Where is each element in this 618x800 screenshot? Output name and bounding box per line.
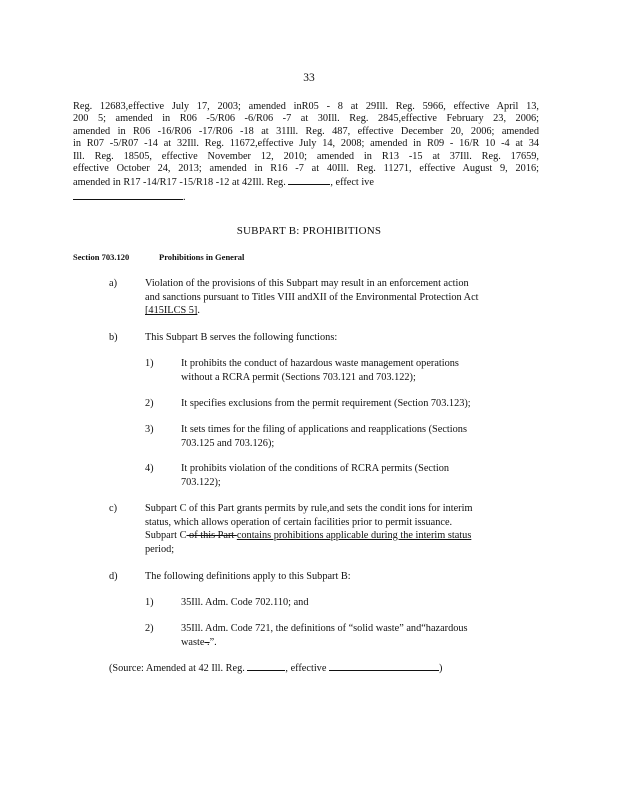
function-1-label: 1) [145,358,154,369]
section-number: Section 703.120 [73,252,130,262]
subsection-a-line: Violation of the provisions of this Subpart may result in an enforcement action [145,278,469,289]
definition-line: 35Ill. Adm. Code 721, the definitions of “solid waste” and“hazardous [181,623,468,634]
history-line: Ill. Reg. 18505, effective November 12, 2010; amended in R13 -15 at 37Ill. Reg. 17659, [73,150,539,162]
subsection-a-line: and sanctions pursuant to Titles VIII andXII of the Environmental Protection Act [145,291,479,303]
function-line: It prohibits the conduct of hazardous waste management operations [181,358,459,369]
function-line: It sets times for the filing of applications and reapplications (Sections [181,424,467,435]
subsection-a-line: [415ILCS 5]. [145,305,200,316]
subsection-c-line: Subpart C of this Part contains prohibitions applicable during the interim status [145,530,472,541]
function-line: 703.125 and 703.126); [181,437,275,449]
struck-citation: [415ILCS 5] [145,305,198,316]
blank-source-page [247,661,285,671]
inserted-text: contains prohibitions applicable during the interim status [236,530,472,541]
struck-text: of this Part [186,530,237,541]
definition-2-text [181,622,511,649]
page-number: 33 [303,72,315,84]
subsection-c-line: period; [145,543,175,555]
struck-text: . [204,636,210,648]
function-2-text: It specifies exclusions from the permit requirement (Section 703.123); [181,398,471,409]
subsection-d-text: The following definitions apply to this Subpart B: [145,571,351,582]
definition-1-text: 35Ill. Adm. Code 702.110; and [181,597,309,608]
subsection-c-line: status, which allows operation of certain facilities prior to permit issuance. [145,516,453,528]
subsection-d-label: d) [109,571,118,582]
definition-2-label: 2) [145,623,154,634]
function-line: without a RCRA permit (Sections 703.121 and 703.122); [181,371,416,383]
function-line: 703.122); [181,476,221,488]
history-line: in R07 -5/R07 -14 at 32Ill. Reg. 11672,effective July 14, 2008; amended in R09 - 16/R 10 -4 at 34 [73,138,539,150]
subsection-c-line: Subpart C of this Part grants permits by rule,and sets the condit ions for interim [145,503,473,514]
subsection-b-text: This Subpart B serves the following functions: [145,332,338,343]
section-heading [73,252,373,262]
blank-effective-date [73,190,183,200]
function-3-label: 3) [145,424,154,435]
source-history-paragraph [73,101,539,204]
definition-1-label: 1) [145,597,154,608]
subsection-a-text [145,277,540,318]
source-effective-label: , effective [285,663,327,674]
function-4-label: 4) [145,463,154,474]
history-line-end: . [73,190,539,204]
function-2-label: 2) [145,398,154,409]
history-line-last: amended in R17 -14/R17 -15/R18 -12 at 42Ill. Reg. , effect ive [73,177,374,189]
subsection-b-label: b) [109,332,118,343]
function-line: It prohibits violation of the conditions of RCRA permits (Section [181,463,449,474]
history-line: amended in R06 -16/R06 -17/R06 -18 at 31Ill. Reg. 487, effective December 20, 2006; amended [73,125,539,137]
history-line: Reg. 12683,effective July 17, 2003; amended inR05 - 8 at 29Ill. Reg. 5966, effective April 13, [73,101,539,112]
definition-line: waste .”. [181,636,217,648]
subpart-heading: SUBPART B: PROHIBITIONS [236,225,382,237]
subsection-a-label: a) [109,278,117,289]
subsection-c-label: c) [109,503,117,514]
function-4-text [181,462,526,489]
history-line: 200 5; amended in R06 -5/R06 -6/R06 -7 at 30Ill. Reg. 2845,effective February 23, 2006; [73,113,539,125]
subsection-c-text [145,502,540,556]
function-1-text [181,357,521,384]
blank-reg-page [288,175,330,185]
section-title: Prohibitions in General [159,252,245,262]
history-line: effective October 24, 2013; amended in R16 -7 at 40Ill. Reg. 11271, effective August 9, 2016; [73,163,539,175]
source-prefix: (Source: Amended at 42 Ill. Reg. [109,663,245,674]
blank-source-date [329,661,439,671]
function-3-text [181,423,526,450]
source-note: (Source: Amended at 42 Ill. Reg. , effective ) [109,663,443,674]
